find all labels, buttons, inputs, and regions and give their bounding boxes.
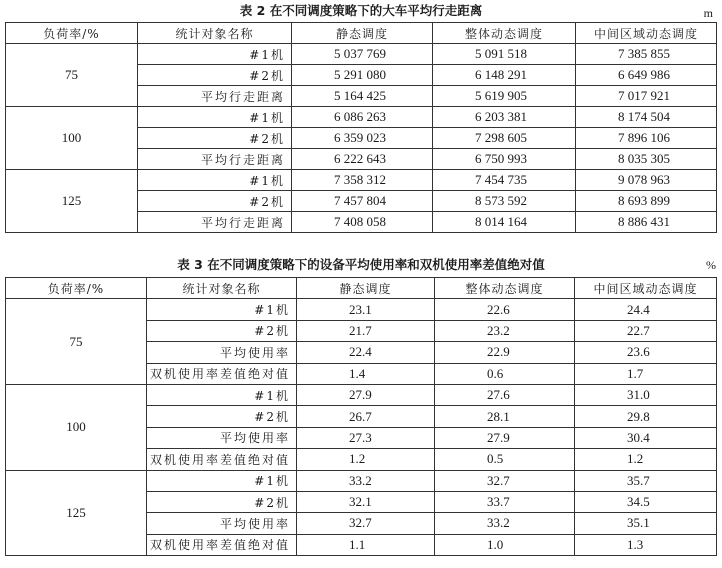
table2-caption: 表 2 在不同调度策略下的大车平均行走距离	[239, 3, 483, 18]
middle-dynamic-value: 1.7	[575, 363, 717, 384]
middle-dynamic-value: 22.7	[575, 320, 717, 341]
global-dynamic-value: 6 148 291	[433, 65, 576, 86]
static-value: 26.7	[297, 406, 435, 427]
load-rate-cell: 100	[6, 384, 147, 470]
table-row	[6, 384, 717, 405]
object-name-cell: 平均行走距离	[138, 86, 292, 107]
static-value: 21.7	[297, 320, 435, 341]
object-name-cell: #2机	[138, 191, 292, 212]
middle-dynamic-value: 7 385 855	[576, 44, 717, 65]
middle-dynamic-value: 8 035 305	[576, 149, 717, 170]
object-name-cell: #1机	[138, 44, 292, 65]
middle-dynamic-value: 35.1	[575, 513, 717, 534]
global-dynamic-value: 8 573 592	[433, 191, 576, 212]
middle-dynamic-value: 1.2	[575, 449, 717, 470]
table-row	[6, 170, 717, 191]
object-name-cell: 平均使用率	[147, 427, 297, 448]
static-value: 7 408 058	[292, 212, 433, 233]
static-value: 33.2	[297, 470, 435, 491]
global-dynamic-value: 32.7	[435, 470, 575, 491]
object-name-cell: #2机	[147, 406, 297, 427]
middle-dynamic-value: 30.4	[575, 427, 717, 448]
load-rate-cell: 75	[6, 44, 138, 107]
object-name-cell: #2机	[147, 320, 297, 341]
global-dynamic-value: 6 203 381	[433, 107, 576, 128]
table-row	[6, 299, 717, 320]
header-middle-dynamic: 中间区域动态调度	[576, 23, 717, 44]
middle-dynamic-value: 7 017 921	[576, 86, 717, 107]
middle-dynamic-value: 1.3	[575, 534, 717, 555]
object-name-cell: #1机	[138, 170, 292, 191]
object-name-cell: #2机	[138, 128, 292, 149]
global-dynamic-value: 6 750 993	[433, 149, 576, 170]
object-name-cell: 双机使用率差值绝对值	[147, 534, 297, 555]
table-row	[6, 470, 717, 491]
global-dynamic-value: 22.9	[435, 342, 575, 363]
table2-header-row	[6, 23, 717, 44]
table-row	[6, 44, 717, 65]
static-value: 1.4	[297, 363, 435, 384]
static-value: 23.1	[297, 299, 435, 320]
header-object-name: 统计对象名称	[138, 23, 292, 44]
middle-dynamic-value: 9 078 963	[576, 170, 717, 191]
load-rate-cell: 75	[6, 299, 147, 385]
global-dynamic-value: 33.2	[435, 513, 575, 534]
middle-dynamic-value: 34.5	[575, 491, 717, 512]
global-dynamic-value: 27.9	[435, 427, 575, 448]
static-value: 5 037 769	[292, 44, 433, 65]
object-name-cell: 双机使用率差值绝对值	[147, 363, 297, 384]
static-value: 1.1	[297, 534, 435, 555]
middle-dynamic-value: 8 174 504	[576, 107, 717, 128]
header-static: 静态调度	[297, 278, 435, 299]
table2-distance	[5, 22, 717, 233]
static-value: 5 291 080	[292, 65, 433, 86]
global-dynamic-value: 0.5	[435, 449, 575, 470]
object-name-cell: #2机	[138, 65, 292, 86]
global-dynamic-value: 1.0	[435, 534, 575, 555]
static-value: 22.4	[297, 342, 435, 363]
middle-dynamic-value: 8 693 899	[576, 191, 717, 212]
object-name-cell: 平均使用率	[147, 513, 297, 534]
load-rate-cell: 125	[6, 470, 147, 556]
object-name-cell: 平均使用率	[147, 342, 297, 363]
global-dynamic-value: 23.2	[435, 320, 575, 341]
static-value: 6 222 643	[292, 149, 433, 170]
load-rate-cell: 100	[6, 107, 138, 170]
global-dynamic-value: 27.6	[435, 384, 575, 405]
load-rate-cell: 125	[6, 170, 138, 233]
object-name-cell: #1机	[147, 384, 297, 405]
table3-unit: %	[706, 258, 716, 272]
middle-dynamic-value: 24.4	[575, 299, 717, 320]
global-dynamic-value: 7 298 605	[433, 128, 576, 149]
static-value: 6 086 263	[292, 107, 433, 128]
table-row	[6, 107, 717, 128]
table3-header-row	[6, 278, 717, 299]
table2-unit: m	[703, 6, 713, 20]
global-dynamic-value: 22.6	[435, 299, 575, 320]
middle-dynamic-value: 35.7	[575, 470, 717, 491]
object-name-cell: 双机使用率差值绝对值	[147, 449, 297, 470]
header-object-name: 统计对象名称	[147, 278, 297, 299]
object-name-cell: #1机	[147, 470, 297, 491]
static-value: 32.7	[297, 513, 435, 534]
object-name-cell: 平均行走距离	[138, 212, 292, 233]
global-dynamic-value: 0.6	[435, 363, 575, 384]
middle-dynamic-value: 7 896 106	[576, 128, 717, 149]
header-global-dynamic: 整体动态调度	[433, 23, 576, 44]
global-dynamic-value: 7 454 735	[433, 170, 576, 191]
global-dynamic-value: 5 091 518	[433, 44, 576, 65]
middle-dynamic-value: 31.0	[575, 384, 717, 405]
global-dynamic-value: 28.1	[435, 406, 575, 427]
static-value: 6 359 023	[292, 128, 433, 149]
header-load-rate: 负荷率/%	[6, 278, 147, 299]
header-global-dynamic: 整体动态调度	[435, 278, 575, 299]
global-dynamic-value: 5 619 905	[433, 86, 576, 107]
object-name-cell: #1机	[147, 299, 297, 320]
static-value: 7 358 312	[292, 170, 433, 191]
static-value: 7 457 804	[292, 191, 433, 212]
header-load-rate: 负荷率/%	[6, 23, 138, 44]
middle-dynamic-value: 29.8	[575, 406, 717, 427]
table3-usage-rate	[5, 277, 717, 556]
global-dynamic-value: 8 014 164	[433, 212, 576, 233]
object-name-cell: 平均行走距离	[138, 149, 292, 170]
middle-dynamic-value: 8 886 431	[576, 212, 717, 233]
static-value: 5 164 425	[292, 86, 433, 107]
static-value: 1.2	[297, 449, 435, 470]
header-middle-dynamic: 中间区域动态调度	[575, 278, 717, 299]
global-dynamic-value: 33.7	[435, 491, 575, 512]
object-name-cell: #2机	[147, 491, 297, 512]
header-static: 静态调度	[292, 23, 433, 44]
static-value: 27.3	[297, 427, 435, 448]
static-value: 32.1	[297, 491, 435, 512]
object-name-cell: #1机	[138, 107, 292, 128]
middle-dynamic-value: 23.6	[575, 342, 717, 363]
middle-dynamic-value: 6 649 986	[576, 65, 717, 86]
table3-caption: 表 3 在不同调度策略下的设备平均使用率和双机使用率差值绝对值	[177, 257, 545, 272]
static-value: 27.9	[297, 384, 435, 405]
